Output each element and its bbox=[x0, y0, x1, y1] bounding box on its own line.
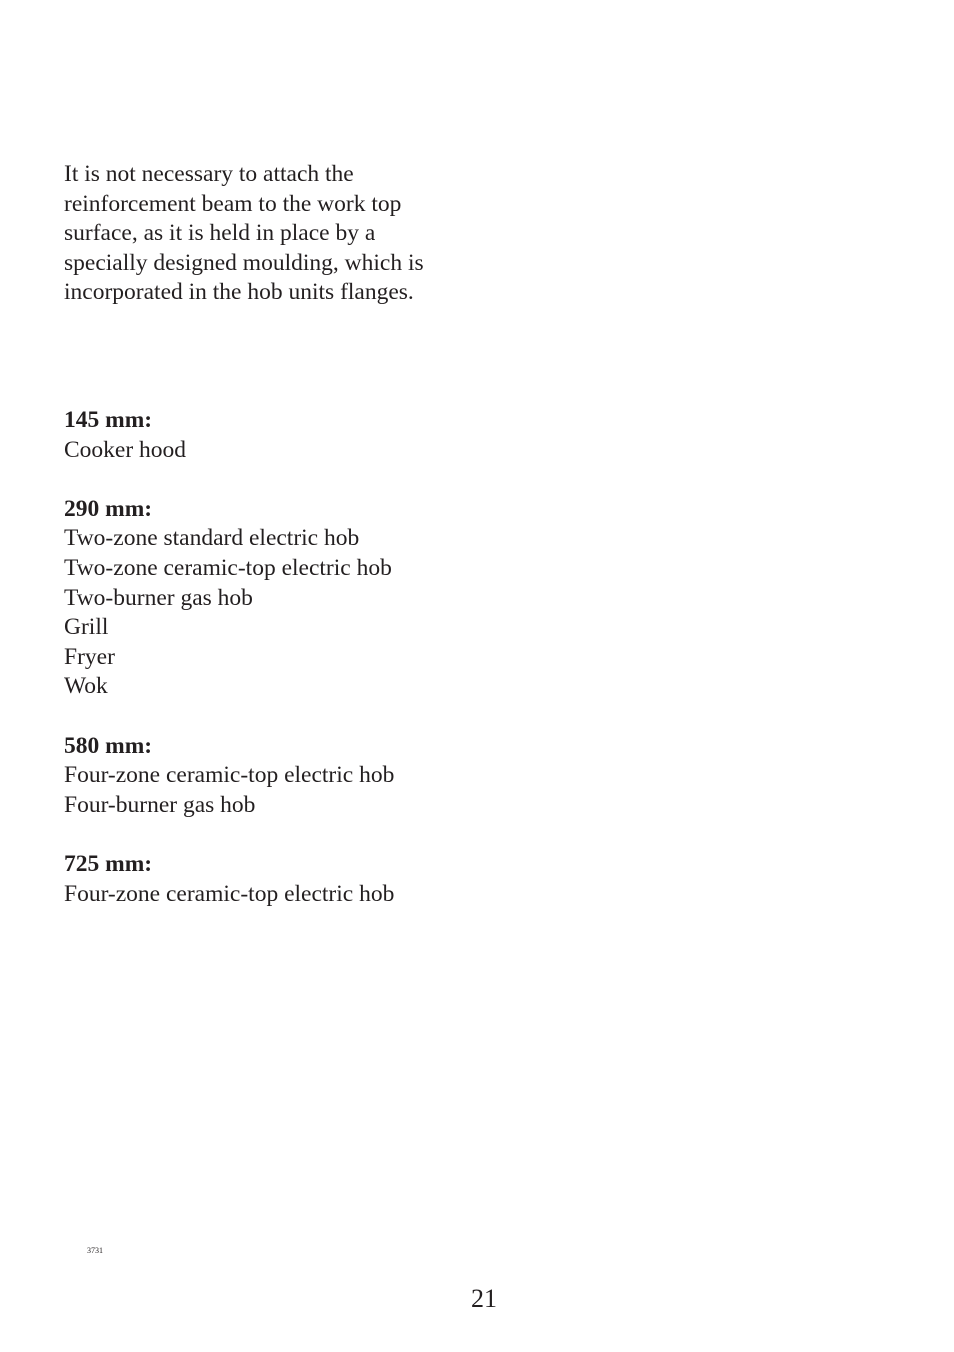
group-heading: 145 mm: bbox=[64, 407, 153, 433]
width-group-145 bbox=[64, 406, 564, 465]
group-item: Four-burner gas hob bbox=[64, 791, 256, 818]
group-item: Four-zone ceramic-top electric hob bbox=[64, 880, 395, 907]
group-heading: 725 mm: bbox=[64, 850, 153, 877]
width-groups bbox=[64, 406, 564, 939]
intro-line: reinforcement beam to the work top bbox=[64, 190, 402, 217]
group-item: Four-zone ceramic-top electric hob bbox=[64, 762, 395, 789]
intro-line: specially designed moulding, which is bbox=[64, 249, 424, 276]
group-item: Wok bbox=[64, 673, 108, 700]
group-item: Grill bbox=[64, 614, 109, 641]
width-group-580 bbox=[64, 732, 564, 821]
width-group-725 bbox=[64, 850, 564, 909]
intro-line: It is not necessary to attach the bbox=[64, 161, 354, 187]
page-number: 21 bbox=[471, 1284, 497, 1313]
group-heading: 580 mm: bbox=[64, 732, 153, 759]
group-item: Cooker hood bbox=[64, 436, 187, 463]
group-item: Two-zone ceramic-top electric hob bbox=[64, 554, 392, 581]
reference-code: 3731 bbox=[87, 1246, 103, 1255]
intro-line: incorporated in the hob units flanges. bbox=[64, 279, 414, 306]
intro-paragraph bbox=[64, 160, 484, 308]
group-item: Two-burner gas hob bbox=[64, 584, 253, 611]
group-item: Fryer bbox=[64, 643, 115, 670]
group-item: Two-zone standard electric hob bbox=[64, 525, 360, 552]
width-group-290 bbox=[64, 495, 564, 702]
group-heading: 290 mm: bbox=[64, 495, 153, 522]
intro-line: surface, as it is held in place by a bbox=[64, 220, 376, 247]
